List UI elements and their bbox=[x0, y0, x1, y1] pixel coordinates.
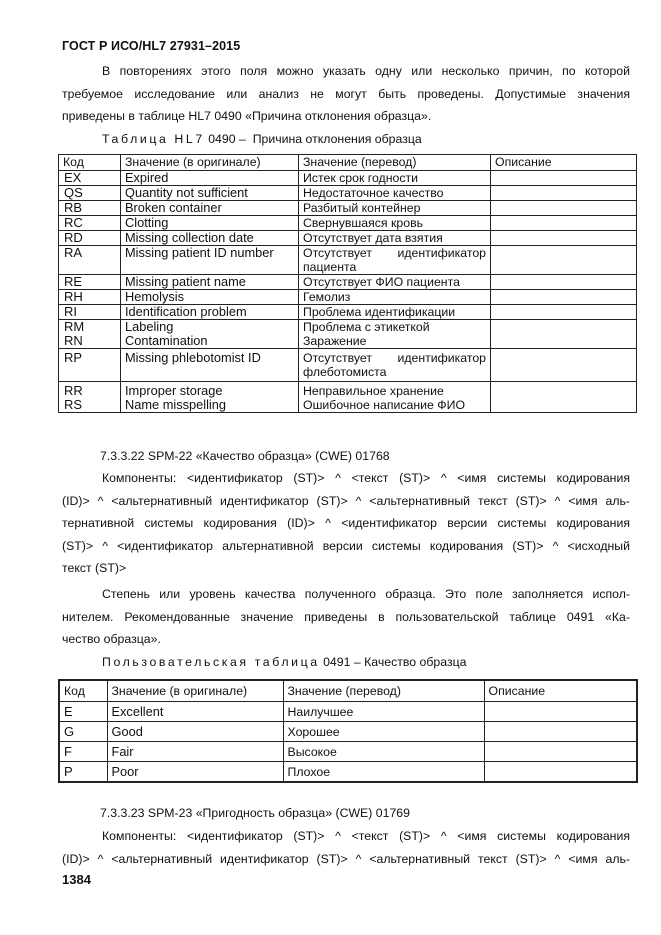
cell-code: P bbox=[59, 762, 107, 783]
cell-code: E bbox=[59, 702, 107, 722]
cell-code: RS bbox=[59, 398, 121, 413]
text-line: (ID)> ^ <альтернативный идентификатор (ST)> ^ <альтернативный текст (ST)> ^ <имя аль- bbox=[62, 493, 630, 508]
cell-translation: Отсутствует дата взятия bbox=[299, 231, 491, 246]
caption-dash: – bbox=[239, 132, 246, 146]
text-line: (ID)> ^ <альтернативный идентификатор (ST)> ^ <альтернативный текст (ST)> ^ <имя аль- bbox=[62, 851, 630, 866]
table-row bbox=[59, 275, 637, 290]
table-0490-caption bbox=[102, 132, 422, 146]
cell-description bbox=[491, 246, 637, 275]
cell-original: Missing collection date bbox=[121, 231, 299, 246]
text-line: нителем. Рекомендованные значение приведены в пользовательской таблице 0491 «Ка- bbox=[62, 609, 630, 624]
cell-description bbox=[491, 275, 637, 290]
header-description: Описание bbox=[491, 155, 637, 171]
table-0491 bbox=[58, 679, 638, 783]
cell-translation: Гемолиз bbox=[299, 290, 491, 305]
cell-code: RD bbox=[59, 231, 121, 246]
cell-description bbox=[491, 231, 637, 246]
cell-translation: Высокое bbox=[283, 742, 484, 762]
spm22-description-paragraph bbox=[62, 583, 630, 651]
cell-description bbox=[491, 320, 637, 335]
cell-original: Broken container bbox=[121, 201, 299, 216]
page-number: 1384 bbox=[62, 872, 91, 887]
cell-translation: Проблема идентификации bbox=[299, 305, 491, 320]
text-line: В повторениях этого поля можно указать одну или несколько причин, по которой bbox=[102, 64, 630, 78]
table-row bbox=[59, 349, 637, 382]
cell-translation: Отсутствует идентификатор флеботомиста bbox=[299, 349, 491, 382]
cell-original: Excellent bbox=[107, 702, 283, 722]
header-code: Код bbox=[59, 680, 107, 702]
cell-code: RE bbox=[59, 275, 121, 290]
table-0490 bbox=[58, 154, 637, 413]
cell-translation: Проблема с этикеткой bbox=[299, 320, 491, 335]
cell-translation: Отсутствует идентификатор пациента bbox=[299, 246, 491, 275]
cell-translation: Недостаточное качество bbox=[299, 186, 491, 201]
cell-description bbox=[491, 186, 637, 201]
cell-code: RN bbox=[59, 334, 121, 349]
table-row bbox=[59, 762, 637, 783]
cell-translation: Свернувшаяся кровь bbox=[299, 216, 491, 231]
cell-description bbox=[491, 305, 637, 320]
cell-code: RB bbox=[59, 201, 121, 216]
cell-code: RA bbox=[59, 246, 121, 275]
cell-code: RR bbox=[59, 382, 121, 399]
table-row bbox=[59, 171, 637, 186]
cell-description bbox=[491, 349, 637, 382]
cell-code: RP bbox=[59, 349, 121, 382]
table-row bbox=[59, 246, 637, 275]
cell-original: Good bbox=[107, 722, 283, 742]
spm23-components-paragraph bbox=[62, 825, 630, 870]
cell-description bbox=[491, 201, 637, 216]
cell-translation: Отсутствует ФИО пациента bbox=[299, 275, 491, 290]
cell-original: Improper storage bbox=[121, 382, 299, 399]
cell-translation: Хорошее bbox=[283, 722, 484, 742]
section-heading-spm23: 7.3.3.23 SPM-23 «Пригодность образца» (CWE) 01769 bbox=[100, 806, 410, 820]
cell-original: Missing patient name bbox=[121, 275, 299, 290]
caption-dash: – bbox=[353, 655, 361, 669]
cell-description bbox=[491, 171, 637, 186]
text-line: чество образца». bbox=[62, 632, 161, 646]
table-row bbox=[59, 334, 637, 349]
cell-original: Clotting bbox=[121, 216, 299, 231]
cell-code: F bbox=[59, 742, 107, 762]
table-row bbox=[59, 382, 637, 399]
cell-original: Name misspelling bbox=[121, 398, 299, 413]
cell-code: EX bbox=[59, 171, 121, 186]
cell-original: Fair bbox=[107, 742, 283, 762]
table-row bbox=[59, 216, 637, 231]
header-translation: Значение (перевод) bbox=[283, 680, 484, 702]
cell-description bbox=[491, 382, 637, 399]
section-heading-spm22: 7.3.3.22 SPM-22 «Качество образца» (CWE) 01768 bbox=[100, 449, 390, 463]
caption-prefix: Пользовательская таблица bbox=[102, 655, 320, 669]
text-line: текст (ST)> bbox=[62, 561, 127, 575]
table-row bbox=[59, 702, 637, 722]
cell-code: RI bbox=[59, 305, 121, 320]
table-header-row bbox=[59, 680, 637, 702]
caption-number: 0491 bbox=[323, 655, 351, 669]
cell-code: RM bbox=[59, 320, 121, 335]
table-row bbox=[59, 186, 637, 201]
table-header-row bbox=[59, 155, 637, 171]
cell-translation: Разбитый контейнер bbox=[299, 201, 491, 216]
cell-description bbox=[491, 290, 637, 305]
text-line: (ST)> ^ <идентификатор альтернативной версии системы кодирования (ST)> ^ <исходный bbox=[62, 538, 630, 553]
cell-code: G bbox=[59, 722, 107, 742]
text-line: требуемое исследование или анализ не могут быть проведены. Допустимые значения bbox=[62, 86, 630, 101]
table-row bbox=[59, 722, 637, 742]
table-row bbox=[59, 305, 637, 320]
cell-original: Missing patient ID number bbox=[121, 246, 299, 275]
cell-original: Contamination bbox=[121, 334, 299, 349]
table-row bbox=[59, 231, 637, 246]
cell-translation: Плохое bbox=[283, 762, 484, 783]
cell-description bbox=[491, 398, 637, 413]
cell-translation: Истек срок годности bbox=[299, 171, 491, 186]
cell-description bbox=[484, 702, 637, 722]
caption-prefix: Таблица HL7 bbox=[102, 132, 205, 146]
cell-original: Labeling bbox=[121, 320, 299, 335]
caption-title: Причина отклонения образца bbox=[252, 132, 422, 146]
table-row bbox=[59, 290, 637, 305]
cell-translation: Наилучшее bbox=[283, 702, 484, 722]
text-line: Степень или уровень качества полученного образца. Это поле заполняется испол- bbox=[102, 587, 630, 601]
cell-original: Identification problem bbox=[121, 305, 299, 320]
document-header: ГОСТ Р ИСО/HL7 27931–2015 bbox=[62, 39, 241, 53]
header-original: Значение (в оригинале) bbox=[121, 155, 299, 171]
caption-number: 0490 bbox=[208, 132, 236, 146]
cell-translation: Ошибочное написание ФИО bbox=[299, 398, 491, 413]
cell-code: RH bbox=[59, 290, 121, 305]
table-row bbox=[59, 398, 637, 413]
header-translation: Значение (перевод) bbox=[299, 155, 491, 171]
table-row bbox=[59, 742, 637, 762]
cell-original: Hemolysis bbox=[121, 290, 299, 305]
cell-translation: Заражение bbox=[299, 334, 491, 349]
cell-original: Expired bbox=[121, 171, 299, 186]
table-0491-caption bbox=[102, 655, 467, 669]
header-description: Описание bbox=[484, 680, 637, 702]
text-line: Компоненты: <идентификатор (ST)> ^ <текст (ST)> ^ <имя системы кодирования bbox=[102, 471, 630, 485]
intro-paragraph bbox=[62, 60, 630, 128]
header-original: Значение (в оригинале) bbox=[107, 680, 283, 702]
caption-title: Качество образца bbox=[364, 655, 467, 669]
cell-original: Missing phlebotomist ID bbox=[121, 349, 299, 382]
header-code: Код bbox=[59, 155, 121, 171]
cell-description bbox=[484, 742, 637, 762]
text-line: Компоненты: <идентификатор (ST)> ^ <текст (ST)> ^ <имя системы кодирования bbox=[102, 829, 630, 843]
cell-code: QS bbox=[59, 186, 121, 201]
text-line: тернативной системы кодирования (ID)> ^ <идентификатор версии системы кодирования bbox=[62, 516, 630, 530]
cell-original: Poor bbox=[107, 762, 283, 783]
cell-original: Quantity not sufficient bbox=[121, 186, 299, 201]
cell-description bbox=[484, 722, 637, 742]
spm22-components-paragraph bbox=[62, 467, 630, 580]
text-line: приведены в таблице HL7 0490 «Причина отклонения образца». bbox=[62, 109, 432, 123]
cell-description bbox=[484, 762, 637, 783]
cell-code: RC bbox=[59, 216, 121, 231]
cell-description bbox=[491, 216, 637, 231]
table-row bbox=[59, 320, 637, 335]
cell-translation: Неправильное хранение bbox=[299, 382, 491, 399]
table-row bbox=[59, 201, 637, 216]
cell-description bbox=[491, 334, 637, 349]
